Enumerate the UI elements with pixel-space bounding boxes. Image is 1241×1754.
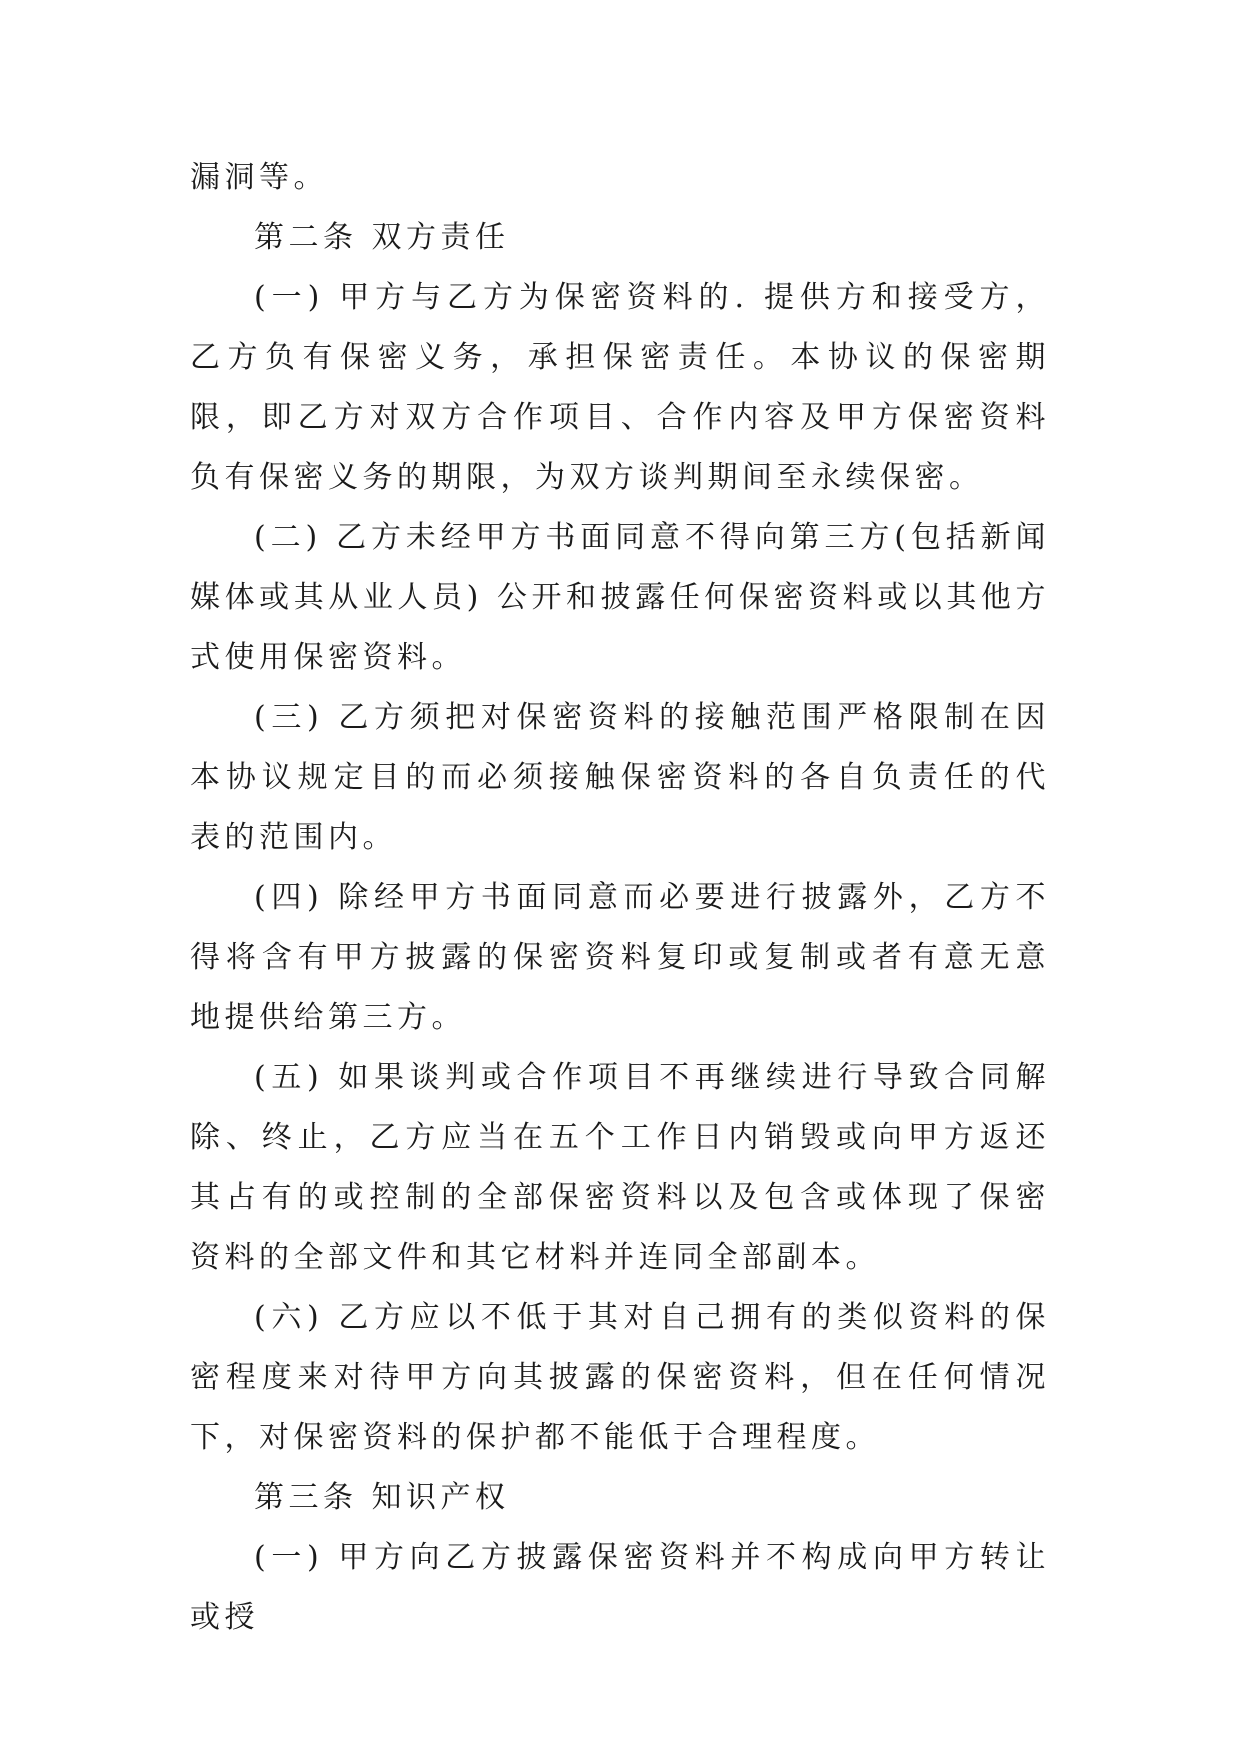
clause-2-6: (六) 乙方应以不低于其对自己拥有的类似资料的保密程度来对待甲方向其披露的保密资料，但在任何情况下，对保密资料的保护都不能低于合理程度。 — [190, 1300, 1050, 1455]
clause-2-3: (三) 乙方须把对保密资料的接触范围严格限制在因本协议规定目的而必须接触保密资料的各自负责任的代表的范围内。 — [190, 700, 1050, 855]
clause-3-1: (一) 甲方向乙方披露保密资料并不构成向甲方转让或授 — [190, 1540, 1050, 1635]
clause-2-2: (二) 乙方未经甲方书面同意不得向第三方(包括新闻媒体或其从业人员) 公开和披露任何保密资料或以其他方式使用保密资料。 — [190, 520, 1050, 675]
document-body — [190, 148, 1050, 1648]
article-2-heading: 第二条 双方责任 — [254, 220, 510, 255]
clause-2-1: (一) 甲方与乙方为保密资料的. 提供方和接受方，乙方负有保密义务，承担保密责任。本协议的保密期限，即乙方对双方合作项目、合作内容及甲方保密资料负有保密义务的期限，为双方谈判期间至永续保密。 — [190, 280, 1050, 495]
article-3-heading: 第三条 知识产权 — [254, 1480, 510, 1515]
paragraph-continuation: 漏洞等。 — [190, 160, 328, 195]
clause-2-5: (五) 如果谈判或合作项目不再继续进行导致合同解除、终止，乙方应当在五个工作日内销毁或向甲方返还其占有的或控制的全部保密资料以及包含或体现了保密资料的全部文件和其它材料并连同全部副本。 — [190, 1060, 1050, 1275]
clause-2-4: (四) 除经甲方书面同意而必要进行披露外，乙方不得将含有甲方披露的保密资料复印或复制或者有意无意地提供给第三方。 — [190, 880, 1050, 1035]
